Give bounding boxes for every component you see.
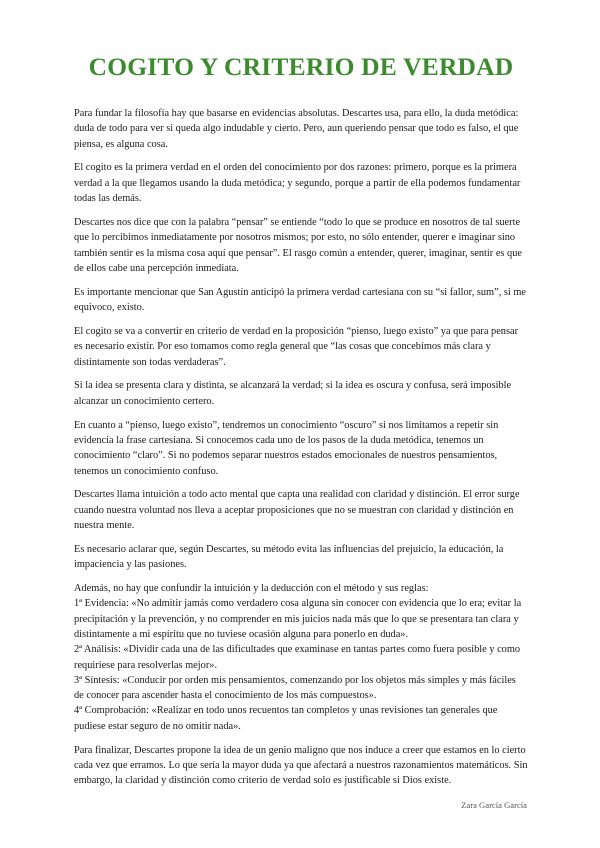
- paragraph: Descartes nos dice que con la palabra “pensar” se entiende “todo lo que se produce en nosotros de tal suerte que lo percibimos inmediatamente por nosotros mismos; por esto, no sólo entender, querer e imaginar sino también sentir es la misma cosa aquí que pensar”. El rasgo común a entender, querer, imaginar, sentir es que de ellos cabe una percepción inmediata.: [74, 216, 522, 274]
- page-title: COGITO Y CRITERIO DE VERDAD: [88, 52, 514, 81]
- paragraph: Es importante mencionar que San Agustín anticipó la primera verdad cartesiana con su “si fallor, sum”, si me equivoco, existo.: [74, 286, 526, 314]
- paragraph: Es necesario aclarar que, según Descartes, su método evita las influencias del prejuicio, la educación, la impaciencia y las pasiones.: [74, 543, 504, 571]
- paragraph: Si la idea se presenta clara y distinta, se alcanzará la verdad; si la idea es oscura y confusa, será imposible alcanzar un conocimiento certero.: [74, 380, 512, 407]
- paragraph: Para fundar la filosofía hay que basarse en evidencias absolutas. Descartes usa, para ello, la duda metódica: duda de todo para ver si queda algo indudable y cierto. Pero, aun queriendo pensar que todo es falso, el que piensa, es alguna cosa.: [74, 108, 519, 150]
- conclusion-paragraph: Para finalizar, Descartes propone la idea de un genio maligno que nos induce a creer que estamos en lo cierto cada vez que erramos. Lo que sería la mayor duda ya que afectará a nuestros razonamientos matemáticos. Sin embargo, la claridad y distinción como criterio de verdad solo es justificable si Dios existe.: [74, 744, 528, 787]
- paragraph: Descartes llama intuición a todo acto mental que capta una realidad con claridad y distinción. El error surge cuando nuestra voluntad nos lleva a aceptar proposiciones que no se muestran con claridad y distinción en nuestra mente.: [74, 489, 520, 531]
- paragraph: El cogito se va a convertir en criterio de verdad en la proposición “pienso, luego existo” ya que para pensar es necesario existir. Por eso tomamos como regla general que “las cosas que concebimos más clara y distintamente son todas verdaderas”.: [74, 325, 519, 368]
- rule-item: 4ª Comprobación: «Realizar en todo unos recuentos tan completos y unas revisiones tan generales que pudiese estar seguro de no omitir nada».: [74, 705, 498, 732]
- rule-item: 2ª Análisis: «Dividir cada una de las dificultades que examinase en tantas partes como fuera posible y como requiriese para resolverlas mejor».: [74, 644, 521, 671]
- rule-item: 3ª Síntesis: «Conducir por orden mis pensamientos, comenzando por los objetos más simples y más fáciles de conocer para ascender hasta el conocimiento de los más compuestos».: [74, 674, 516, 702]
- rules-section: [74, 581, 528, 734]
- paragraph: En cuanto a “pienso, luego existo”, tendremos un conocimiento “oscuro” si nos limitamos a repetir sin evidencia la frase cartesiana. Si conocemos cada uno de los pasos de la duda metódica, tenemos un conocimiento “claro”. Si no podemos separar nuestros estados emocionales de nuestros pensamientos, tenemos un conocimiento confuso.: [74, 419, 499, 477]
- author-name: Zara García García: [461, 800, 527, 810]
- rules-intro: Además, no hay que confundir la intuición y la deducción con el método y sus reglas:: [74, 583, 429, 595]
- rule-item: 1ª Evidencia: «No admitir jamás como verdadero cosa alguna sin conocer con evidencia que lo era; evitar la precipitación y la prevención, y no comprender en mis juicios nada más que lo que se presentara tan clara y distintamente a mi espíritu que no tuviese ocasión alguna para ponerlo en duda».: [74, 598, 522, 640]
- paragraph: El cogito es la primera verdad en el orden del conocimiento por dos razones: primero, porque es la primera verdad a la que llegamos usando la duda metódica; y segundo, porque a partir de ella podemos fundamentar todas las demás.: [74, 162, 521, 205]
